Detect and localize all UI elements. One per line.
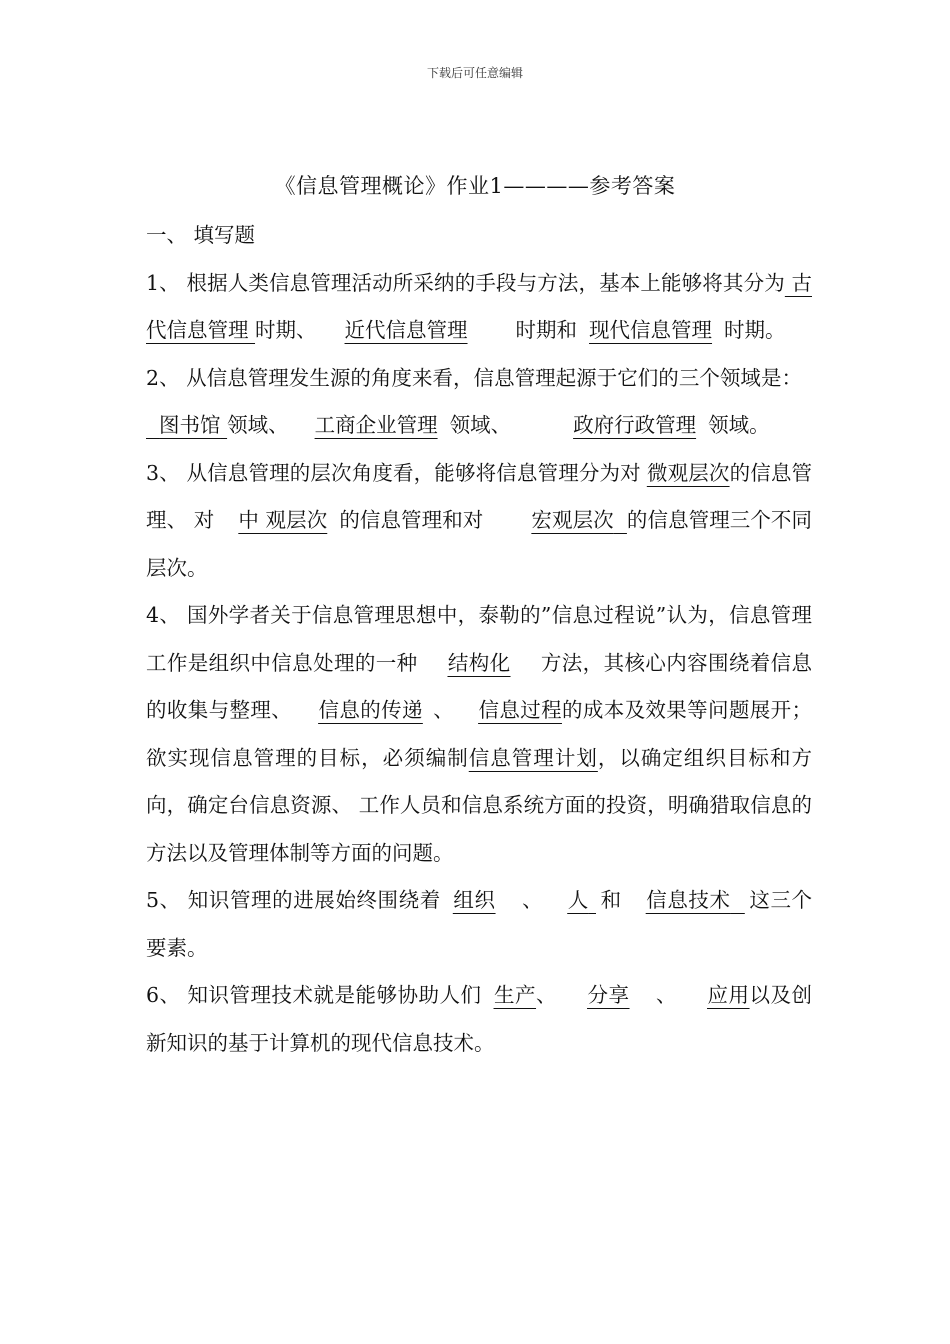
question-text: 时期。 [724, 318, 786, 342]
answer-blank: 工商企业管理 [314, 413, 438, 437]
question-text: 以及创新知识的基于计算机的现代信息技术。 [146, 983, 813, 1055]
section-heading: 一、 填写题 [146, 223, 256, 247]
question-1 [146, 260, 812, 355]
question-text: 2、 从信息管理发生源的角度来看，信息管理起源于它们的三个领域是： [146, 365, 802, 390]
question-text: 、 [432, 698, 455, 722]
answer-blank: 中 观层次 [238, 508, 328, 532]
question-text: 时期、 [255, 318, 317, 342]
answer-blank: 信息的传递 [318, 698, 423, 722]
question-text: 和 [600, 888, 622, 912]
question-5 [146, 877, 812, 972]
answer-blank: 现代信息管理 [589, 318, 713, 342]
question-text: 这三个要素。 [146, 888, 813, 960]
question-text: 3、 从信息管理的层次角度看，能够将信息管理分为对 [146, 460, 641, 485]
answer-blank: 信息过程 [478, 698, 562, 722]
question-2 [146, 355, 812, 450]
question-4 [146, 592, 812, 877]
question-text: 方法，其核心内容围绕着信息的收集与整理、 [146, 650, 813, 722]
question-text: 6、 知识管理技术就是能够协助人们 [146, 983, 482, 1007]
answer-blank: 结构化 [447, 650, 511, 675]
answer-blank: 图书馆 [159, 413, 221, 437]
question-text: ，以确定组织目标和方向，确定台信息资源、 工作人员和信息系统方面的投资，明确猎取信息的方法以及管理体制等方面的问题。 [146, 745, 813, 865]
question-text: 5、 知识管理的进展始终围绕着 [146, 888, 441, 912]
answer-blank: 组织 [452, 888, 496, 912]
question-text: 的信息管理、 对 [146, 460, 813, 532]
answer-blank: 信息技术 [645, 888, 731, 912]
question-text: 领域、 [227, 413, 289, 437]
question-text: 、 [536, 983, 558, 1007]
answer-blank: 信息管理计划 [468, 745, 598, 770]
question-text: 领域。 [708, 413, 770, 437]
question-text: 的信息管理和对 [339, 508, 484, 532]
question-text: 的成本及效果等问题展开；欲实现信息管理的目标，必须编制 [146, 698, 813, 770]
answer-blank: 近代信息管理 [344, 318, 468, 342]
question-text: 的信息管理三个不同层次。 [146, 508, 813, 580]
answer-blank: 政府行政管理 [573, 413, 697, 437]
page-header: 下载后可任意编辑 [426, 66, 523, 80]
question-3 [146, 450, 812, 593]
document-title: 《信息管理概论》作业1————参考答案 [274, 174, 676, 198]
question-6 [146, 972, 812, 1067]
answer-blank: 微观层次 [646, 460, 730, 485]
document-body [146, 212, 812, 1067]
answer-blank: 生产 [493, 983, 537, 1007]
answer-blank: 分享 [587, 983, 630, 1007]
answer-blank: 应用 [707, 983, 750, 1007]
answer-blank: 宏观层次 [531, 508, 614, 532]
question-text: 、 [521, 888, 544, 912]
question-text: 时期和 [515, 318, 578, 342]
question-text: 领域、 [449, 413, 512, 437]
answer-blank: 人 [567, 888, 589, 912]
question-text: 4、 国外学者关于信息管理思想中，泰勒的”信息过程说”认为，信息管理工作是组织中信息处理的一种 [146, 603, 812, 675]
answer-blank: 古代信息管理 [146, 270, 812, 342]
question-text: 1、 根据人类信息管理活动所采纳的手段与方法，基本上能够将其分为 [146, 270, 785, 295]
question-text: 、 [655, 983, 678, 1007]
